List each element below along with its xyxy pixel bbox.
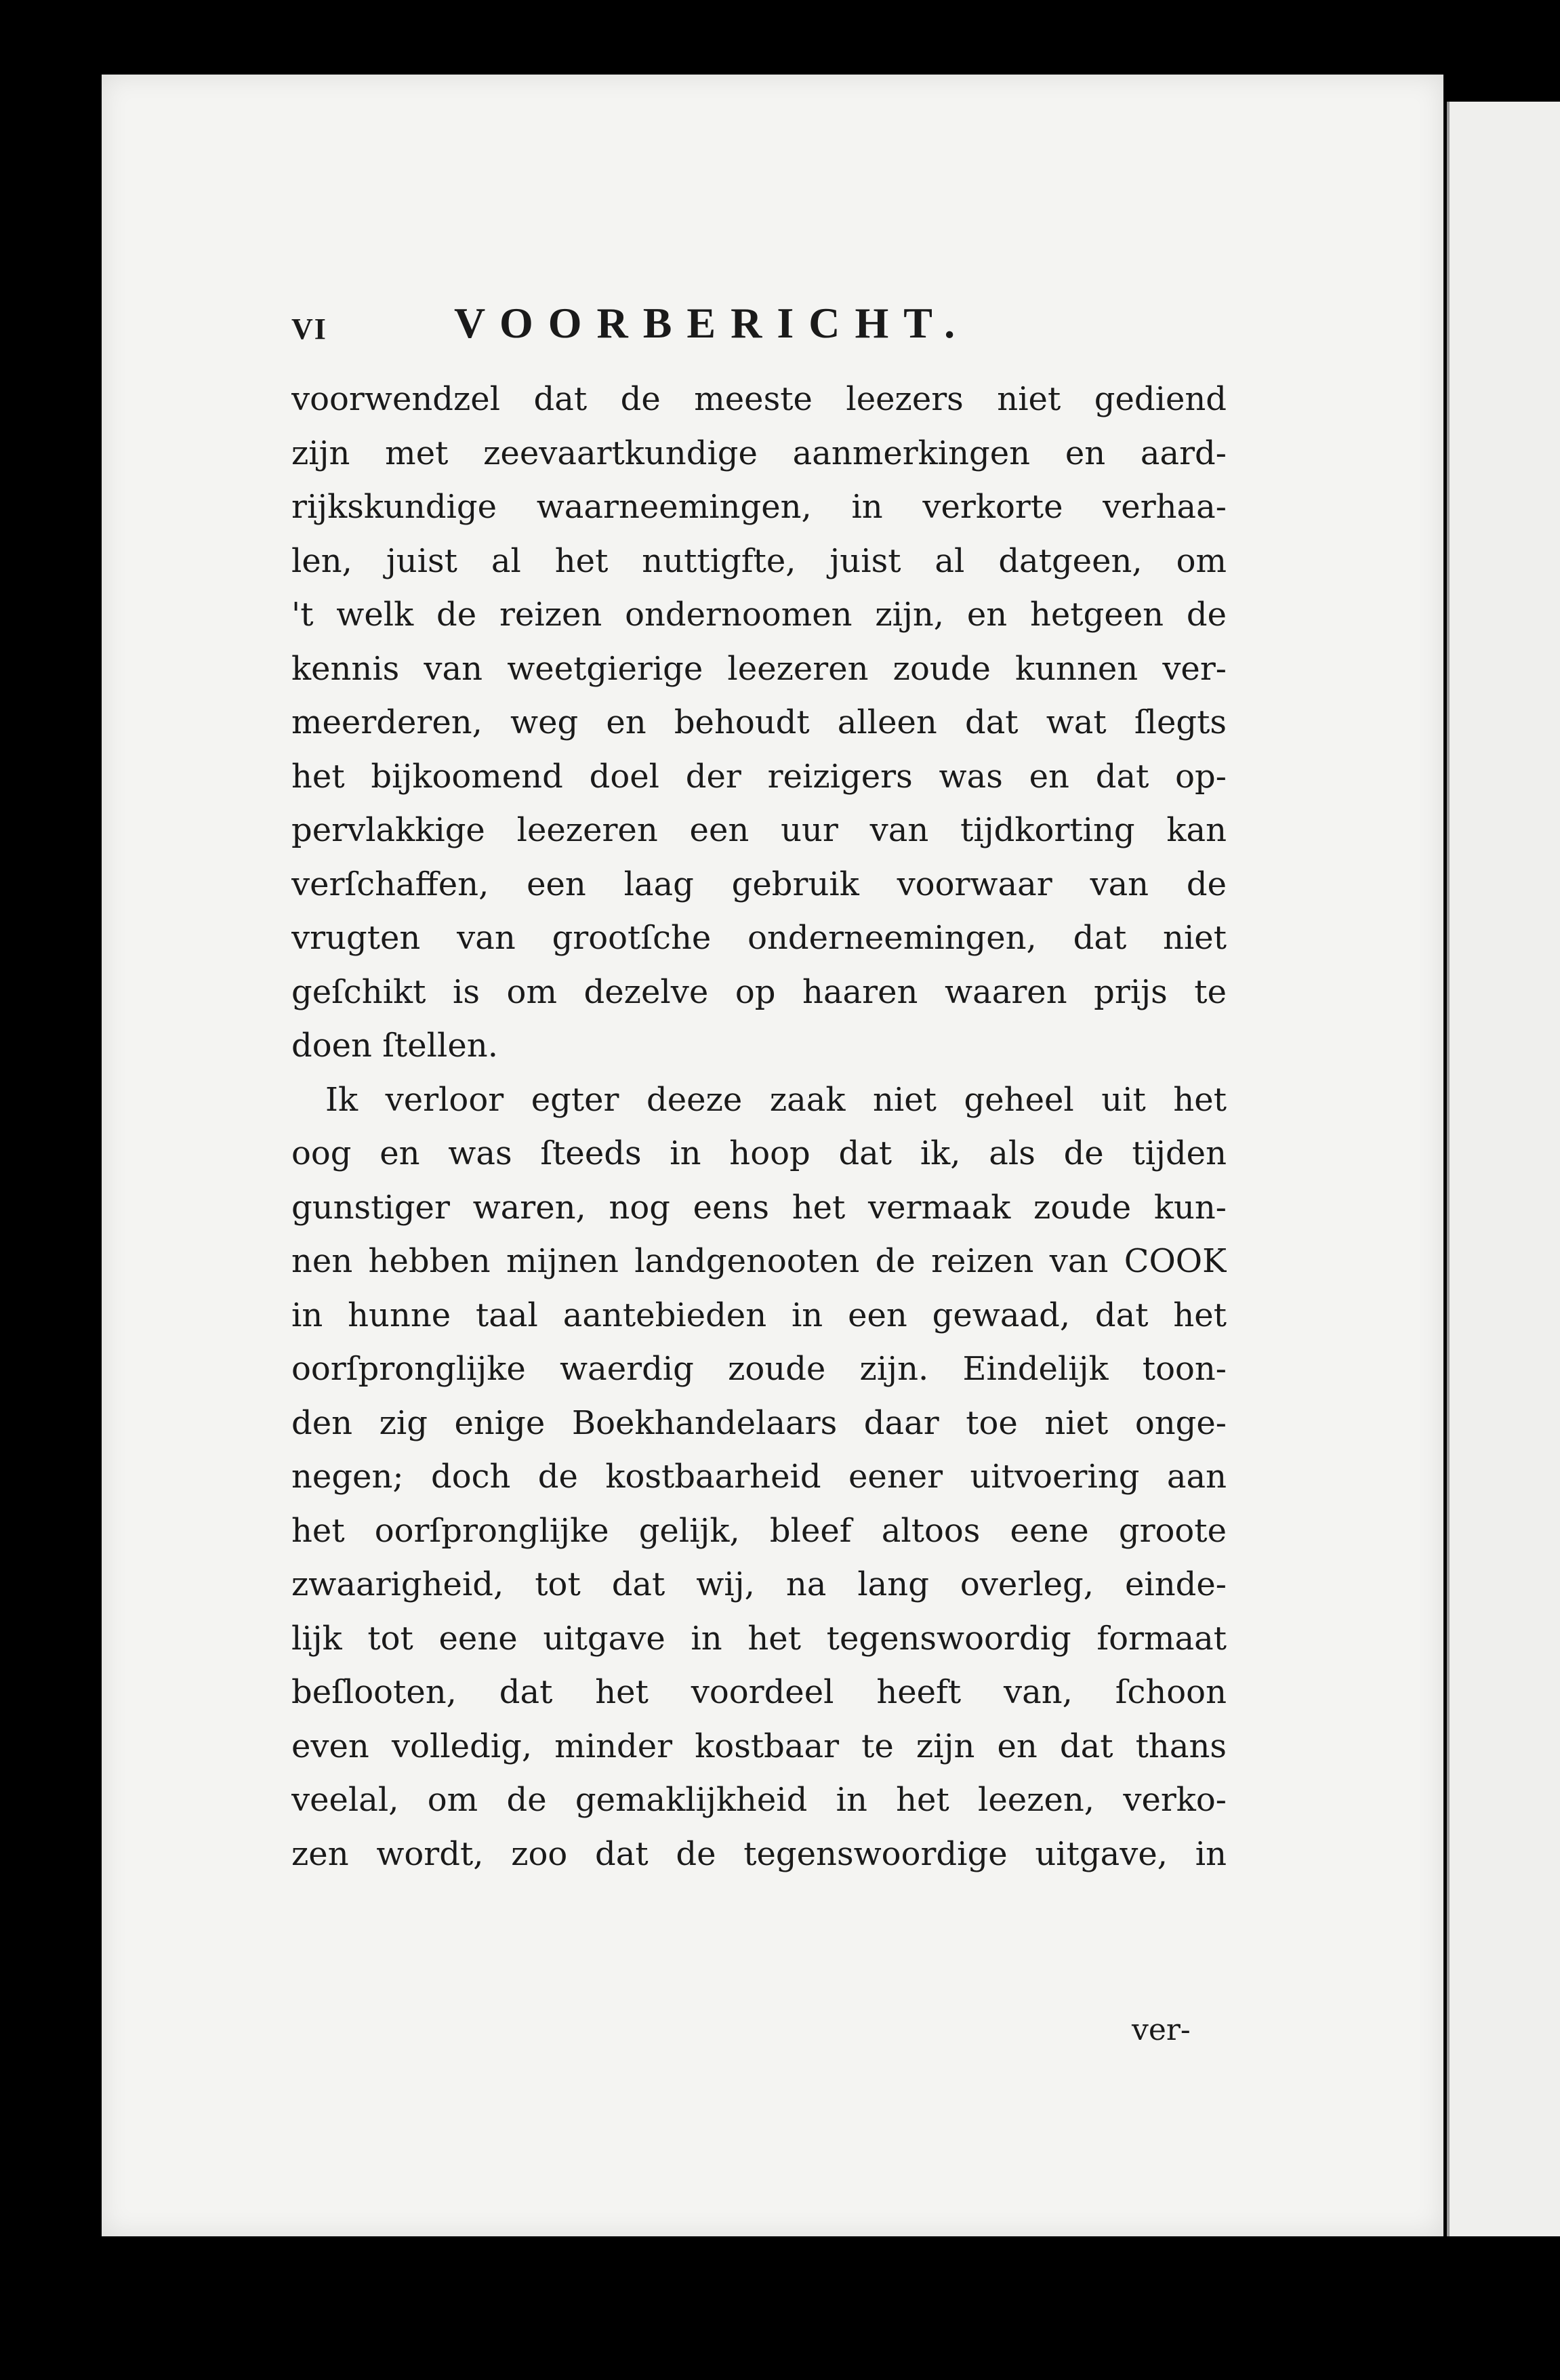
text-line: zen wordt, zoo dat de tegenswoordige uitgave, in: [291, 1834, 1227, 1873]
text-line: veelal, om de gemaklijkheid in het leezen, verko-: [291, 1781, 1227, 1819]
text-line: verſchaffen, een laag gebruik voorwaar van de: [291, 865, 1227, 903]
text-line: kennis van weetgierige leezeren zoude kunnen ver-: [291, 649, 1227, 688]
running-head: [291, 291, 1240, 366]
text-line: even volledig, minder kostbaar te zijn en dat thans: [291, 1727, 1227, 1765]
text-line: voorwendzel dat de meeste leezers niet gediend: [291, 380, 1227, 418]
paragraph-1: [291, 373, 1227, 1073]
text-line: rijkskundige waarneemingen, in verkorte verhaa-: [291, 488, 1227, 526]
text-line: meerderen, weg en behoudt alleen dat wat ſlegts: [291, 703, 1227, 741]
text-line: 't welk de reizen ondernoomen zijn, en hetgeen de: [291, 596, 1227, 634]
text-line: oorſpronglijke waerdig zoude zijn. Eindelijk toon-: [291, 1350, 1227, 1388]
text-line: pervlakkige leezeren een uur van tijdkorting kan: [291, 811, 1227, 849]
book-page: [102, 75, 1443, 2236]
text-line: len, juist al het nuttigfte, juist al datgeen, om: [291, 541, 1227, 580]
text-line: geſchikt is om dezelve op haaren waaren prijs te: [291, 972, 1227, 1011]
text-line: lijk tot eene uitgave in het tegenswoordig formaat: [291, 1619, 1227, 1658]
paragraph-2: [291, 1073, 1227, 1882]
text-block: [291, 291, 1240, 2047]
adjacent-page-strip: [1447, 102, 1560, 2236]
body-text: [291, 373, 1227, 1881]
page-number: VI: [291, 312, 327, 346]
text-line: het oorſpronglijke gelijk, bleef altoos eene groote: [291, 1511, 1227, 1550]
text-line: zijn met zeevaartkundige aanmerkingen en aard-: [291, 434, 1227, 472]
text-line: nen hebben mijnen landgenooten de reizen van COOK: [291, 1242, 1227, 1280]
catchword: ver-: [1132, 2013, 1191, 2047]
text-line: negen; doch de kostbaarheid eener uitvoering aan: [291, 1458, 1227, 1496]
text-line: gunstiger waren, nog eens het vermaak zoude kun-: [291, 1188, 1227, 1227]
text-line: beſlooten, dat het voordeel heeft van, ſchoon: [291, 1673, 1227, 1711]
text-line: zwaarigheid, tot dat wij, na lang overleg, einde-: [291, 1565, 1227, 1603]
text-line: het bijkoomend doel der reizigers was en dat op-: [291, 757, 1227, 796]
text-line: doen ſtellen.: [291, 1027, 498, 1065]
text-line: in hunne taal aantebieden in een gewaad, dat het: [291, 1296, 1227, 1334]
text-line: den zig enige Boekhandelaars daar toe niet onge-: [291, 1403, 1227, 1442]
text-line: oog en was ſteeds in hoop dat ik, als de tijden: [291, 1134, 1227, 1172]
text-line: vrugten van grootſche onderneemingen, dat niet: [291, 919, 1227, 957]
text-line: Ik verloor egter deeze zaak niet geheel uit het: [325, 1080, 1227, 1119]
running-title: VOORBERICHT.: [454, 299, 970, 347]
